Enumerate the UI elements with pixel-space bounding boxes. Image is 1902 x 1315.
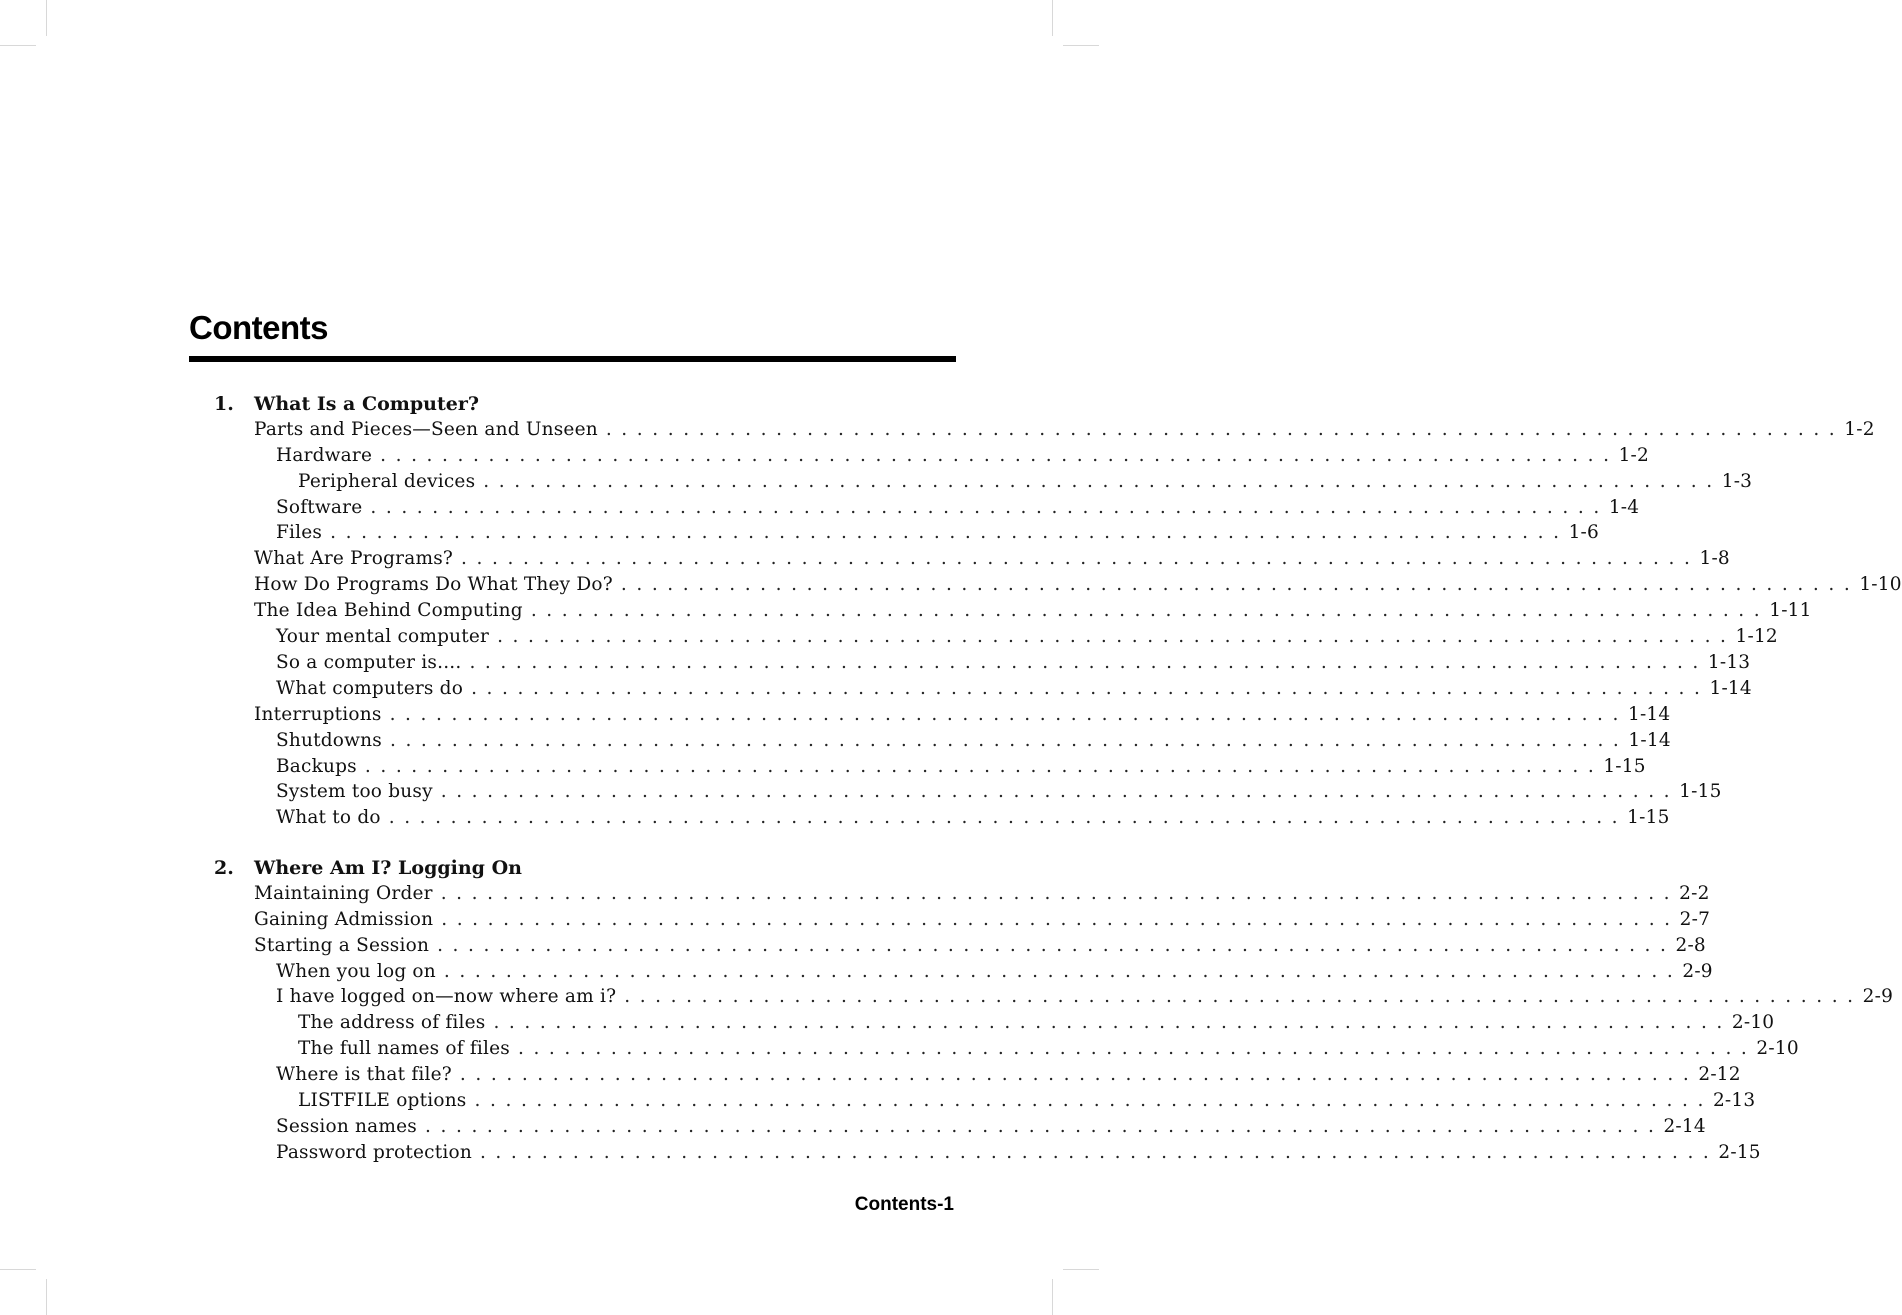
dot-leader: ................................................................................ (388, 807, 1628, 828)
toc-entry[interactable] (276, 728, 1671, 754)
toc-entry-label: Starting a Session (254, 933, 437, 959)
toc-entry[interactable] (254, 702, 1671, 728)
crop-mark (0, 1269, 36, 1270)
page-footer: Contents-1 (854, 1194, 954, 1215)
toc-entry-label: Hardware (276, 443, 380, 469)
toc-page-number: 2-15 (1718, 1142, 1761, 1163)
chapter-title[interactable]: What Is a Computer? (254, 393, 479, 415)
dot-leader: ................................................................................ (493, 1012, 1732, 1033)
toc-entry[interactable] (276, 805, 1670, 831)
toc-page-number: 2-7 (1679, 909, 1711, 930)
toc-page-number: 1-14 (1628, 730, 1671, 751)
dot-leader: ................................................................................ (380, 445, 1619, 466)
crop-mark (0, 45, 36, 46)
crop-mark (1063, 1269, 1099, 1270)
toc-entry[interactable] (276, 754, 1646, 780)
dot-leader: ................................................................................ (469, 652, 1708, 673)
toc-page-number: 2-10 (1731, 1012, 1775, 1033)
dot-leader: ................................................................................ (474, 1090, 1713, 1111)
dot-leader: ................................................................................ (330, 522, 1569, 543)
toc-entry[interactable] (298, 1088, 1756, 1114)
toc-entry[interactable] (298, 1010, 1775, 1036)
dot-leader: ................................................................................ (517, 1038, 1757, 1059)
toc-page-number: 1-14 (1628, 704, 1671, 725)
toc-entry[interactable] (298, 1036, 1799, 1062)
toc-entry-label: Files (276, 520, 330, 546)
toc-page-number: 2-13 (1712, 1090, 1756, 1111)
crop-mark (46, 0, 47, 36)
toc-page-number: 2-14 (1663, 1116, 1706, 1137)
dot-leader: ................................................................................ (483, 471, 1722, 492)
toc-entry-label: LISTFILE options (298, 1088, 475, 1114)
toc-entry-label: The Idea Behind Computing (254, 598, 531, 624)
page-title: Contents (189, 309, 328, 346)
toc-entry[interactable] (276, 1140, 1761, 1166)
toc-page-number: 2-9 (1862, 986, 1894, 1007)
toc-entry[interactable] (276, 443, 1649, 469)
toc-entry[interactable] (276, 959, 1713, 985)
toc-page-number: 2-10 (1756, 1038, 1799, 1059)
toc-entry[interactable] (254, 907, 1711, 933)
dot-leader: ................................................................................ (437, 935, 1676, 956)
dot-leader: ................................................................................ (440, 781, 1680, 802)
toc-entry-label: Gaining Admission (254, 907, 441, 933)
toc-page-number: 1-11 (1769, 600, 1812, 621)
crop-mark (1052, 0, 1053, 36)
dot-leader: ................................................................................ (530, 600, 1770, 621)
dot-leader: ................................................................................ (389, 730, 1629, 751)
dot-leader: ................................................................................ (459, 1064, 1699, 1085)
toc-entry-label: System too busy (276, 779, 441, 805)
toc-entry-label: The full names of files (298, 1036, 518, 1062)
toc-entry-label: The address of files (298, 1010, 493, 1036)
toc-page-number: 2-8 (1675, 935, 1706, 956)
toc-entry-label: Maintaining Order (254, 881, 441, 907)
toc-page-number: 2-12 (1698, 1064, 1741, 1085)
toc-entry-label: Peripheral devices (298, 469, 483, 495)
crop-mark (1052, 1279, 1053, 1315)
toc-entry[interactable] (254, 598, 1812, 624)
toc-entry-label: Software (276, 495, 370, 521)
toc-entry[interactable] (254, 546, 1730, 572)
toc-page-number: 1-2 (1844, 419, 1875, 440)
toc-page-number: 1-12 (1735, 626, 1778, 647)
dot-leader: ................................................................................ (479, 1142, 1719, 1163)
toc-page-number: 1-3 (1721, 471, 1753, 492)
toc-entry[interactable] (254, 417, 1875, 443)
toc-page-number: 2-9 (1682, 961, 1713, 982)
toc-entry-label: Parts and Pieces—Seen and Unseen (254, 417, 606, 443)
toc-entry[interactable] (276, 624, 1778, 650)
dot-leader: ................................................................................ (497, 626, 1736, 647)
dot-leader: ................................................................................ (370, 497, 1609, 518)
toc-entry-label: When you log on (276, 959, 444, 985)
toc-entry[interactable] (254, 572, 1902, 598)
crop-mark (46, 1279, 47, 1315)
dot-leader: ................................................................................ (425, 1116, 1664, 1137)
toc-page-number: 1-13 (1707, 652, 1751, 673)
chapter-number: 1. (214, 393, 234, 415)
toc-page-number: 1-8 (1699, 548, 1730, 569)
dot-leader: ................................................................................ (620, 574, 1860, 595)
toc-entry-label: What computers do (276, 676, 471, 702)
toc-entry[interactable] (276, 676, 1752, 702)
toc-page-number: 1-15 (1679, 781, 1722, 802)
dot-leader: ................................................................................ (461, 548, 1700, 569)
crop-mark (1063, 45, 1099, 46)
dot-leader: ................................................................................ (440, 883, 1680, 904)
toc-entry-label: How Do Programs Do What They Do? (254, 572, 621, 598)
toc-page-number: 2-2 (1679, 883, 1710, 904)
toc-entry[interactable] (276, 1114, 1706, 1140)
toc-page-number: 1-6 (1568, 522, 1599, 543)
dot-leader: ................................................................................ (624, 986, 1863, 1007)
toc-entry[interactable] (276, 650, 1751, 676)
dot-leader: ................................................................................ (364, 756, 1604, 777)
toc-entry[interactable] (254, 933, 1706, 959)
toc-entry-label: So a computer is.... (276, 650, 469, 676)
dot-leader: ................................................................................ (471, 678, 1710, 699)
toc-entry-label: Where is that file? (276, 1062, 460, 1088)
toc-entry[interactable] (276, 779, 1722, 805)
toc-entry[interactable] (276, 1062, 1741, 1088)
toc-entry-label: Your mental computer (276, 624, 497, 650)
dot-leader: ................................................................................ (441, 909, 1680, 930)
toc-entry-label: What to do (276, 805, 389, 831)
dot-leader: ................................................................................ (389, 704, 1629, 725)
toc-entry[interactable] (276, 984, 1894, 1010)
dot-leader: ................................................................................ (443, 961, 1683, 982)
toc-entry[interactable] (254, 881, 1710, 907)
toc-entry-label: What Are Programs? (254, 546, 461, 572)
toc-entry[interactable] (276, 495, 1640, 521)
toc-entry-label: Session names (276, 1114, 425, 1140)
chapter-number: 2. (214, 857, 234, 879)
toc-page-number: 1-10 (1859, 574, 1902, 595)
toc-page-number: 1-2 (1618, 445, 1649, 466)
toc-entry-label: Password protection (276, 1140, 480, 1166)
title-rule (189, 356, 956, 362)
toc-entry-label: Interruptions (254, 702, 390, 728)
toc-entry-label: Backups (276, 754, 365, 780)
toc-page-number: 1-15 (1603, 756, 1646, 777)
dot-leader: ................................................................................ (605, 419, 1845, 440)
toc-page-number: 1-4 (1608, 497, 1640, 518)
toc-entry[interactable] (276, 520, 1599, 546)
toc-page-number: 1-15 (1627, 807, 1670, 828)
toc-entry-label: Shutdowns (276, 728, 390, 754)
toc-entry[interactable] (298, 469, 1753, 495)
toc-page-number: 1-14 (1709, 678, 1752, 699)
toc-entry-label: I have logged on—now where am i? (276, 984, 624, 1010)
chapter-title[interactable]: Where Am I? Logging On (254, 857, 522, 879)
